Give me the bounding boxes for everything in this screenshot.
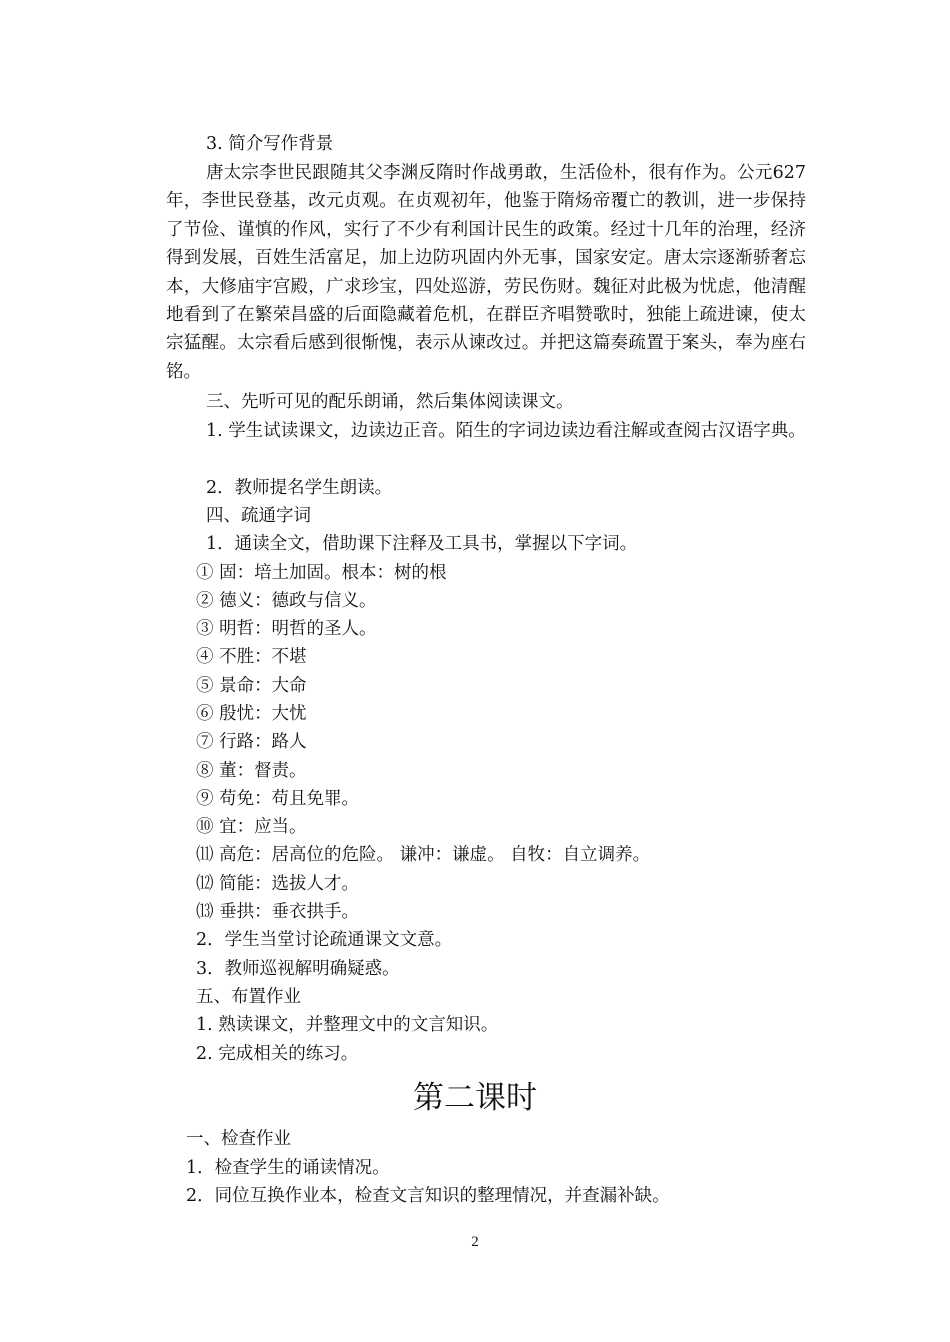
- section-3-heading: 三、先听可见的配乐朗诵，然后集体阅读课文。: [206, 392, 574, 412]
- background-paragraph: 唐太宗李世民跟随其父李渊反隋时作战勇敢，生活俭朴，很有作为。公元627年，李世民登基，改元贞观。在贞观初年，他鉴于隋炀帝覆亡的教训，进一步保持了节俭、谨慎的作风，实行了不少有利国计民生的政策。经过十几年的治理，经济得到发展，百姓生活富足，加上边防巩固内外无事，国家安定。唐太宗逐渐骄奢忘本，大修庙宇宫殿，广求珍宝，四处巡游，劳民伤财。魏征对此极为忧虑，他清醒地看到了在繁荣昌盛的后面隐藏着危机，在群臣齐唱赞歌时，独能上疏进谏，使太宗猛醒。太宗看后感到很惭愧，表示从谏改过。并把这篇奏疏置于案头，奉为座右铭。: [166, 163, 806, 382]
- section-3-item-1: 1. 学生试读课文，边读边正音。陌生的字词边读边看注解或查阅古汉语字典。: [206, 421, 806, 441]
- section-5-item-1: 1. 熟读课文，并整理文中的文言知识。: [196, 1015, 499, 1035]
- glossary-item: ⑩ 宜：应当。: [196, 817, 307, 837]
- section-4-item-3: 3．教师巡视解明确疑惑。: [196, 959, 400, 979]
- background-heading: 3. 简介写作背景: [206, 134, 334, 154]
- section-4-item-2: 2．学生当堂讨论疏通课文文意。: [196, 930, 453, 950]
- glossary-item: ③ 明哲：明哲的圣人。: [196, 619, 377, 639]
- lesson-2-section-1-heading: 一、检查作业: [186, 1129, 291, 1149]
- section-5-item-2: 2. 完成相关的练习。: [196, 1044, 359, 1064]
- section-3-item-2: 2．教师提名学生朗读。: [206, 478, 393, 498]
- lesson-2-section-1-item-1: 1．检查学生的诵读情况。: [186, 1158, 390, 1178]
- glossary-item: ⑥ 殷忧：大忧: [196, 704, 307, 724]
- glossary-item: ① 固：培土加固。根本：树的根: [196, 563, 447, 583]
- lesson-2-section-1-item-2: 2．同位互换作业本，检查文言知识的整理情况，并查漏补缺。: [186, 1186, 670, 1206]
- section-5-heading: 五、布置作业: [196, 987, 301, 1007]
- glossary-item: ⑧ 董：督责。: [196, 761, 307, 781]
- glossary-item: ⑤ 景命：大命: [196, 676, 307, 696]
- glossary-item: ② 德义：德政与信义。: [196, 591, 377, 611]
- page-number: 2: [471, 1234, 479, 1250]
- glossary-item: ⑾ 高危：居高位的危险。 谦冲：谦虚。 自牧：自立调养。: [196, 845, 651, 865]
- glossary-item: ⑿ 简能：选拔人才。: [196, 874, 360, 894]
- glossary-item: ⑨ 苟免：苟且免罪。: [196, 789, 360, 809]
- glossary-item: ④ 不胜：不堪: [196, 647, 307, 667]
- glossary-item: ⒀ 垂拱：垂衣拱手。: [196, 902, 360, 922]
- section-4-item-1: 1．通读全文，借助课下注释及工具书，掌握以下字词。: [206, 534, 638, 554]
- section-4-heading: 四、疏通字词: [206, 506, 311, 526]
- lesson-2-title: 第二课时: [413, 1080, 537, 1116]
- glossary-item: ⑦ 行路：路人: [196, 732, 307, 752]
